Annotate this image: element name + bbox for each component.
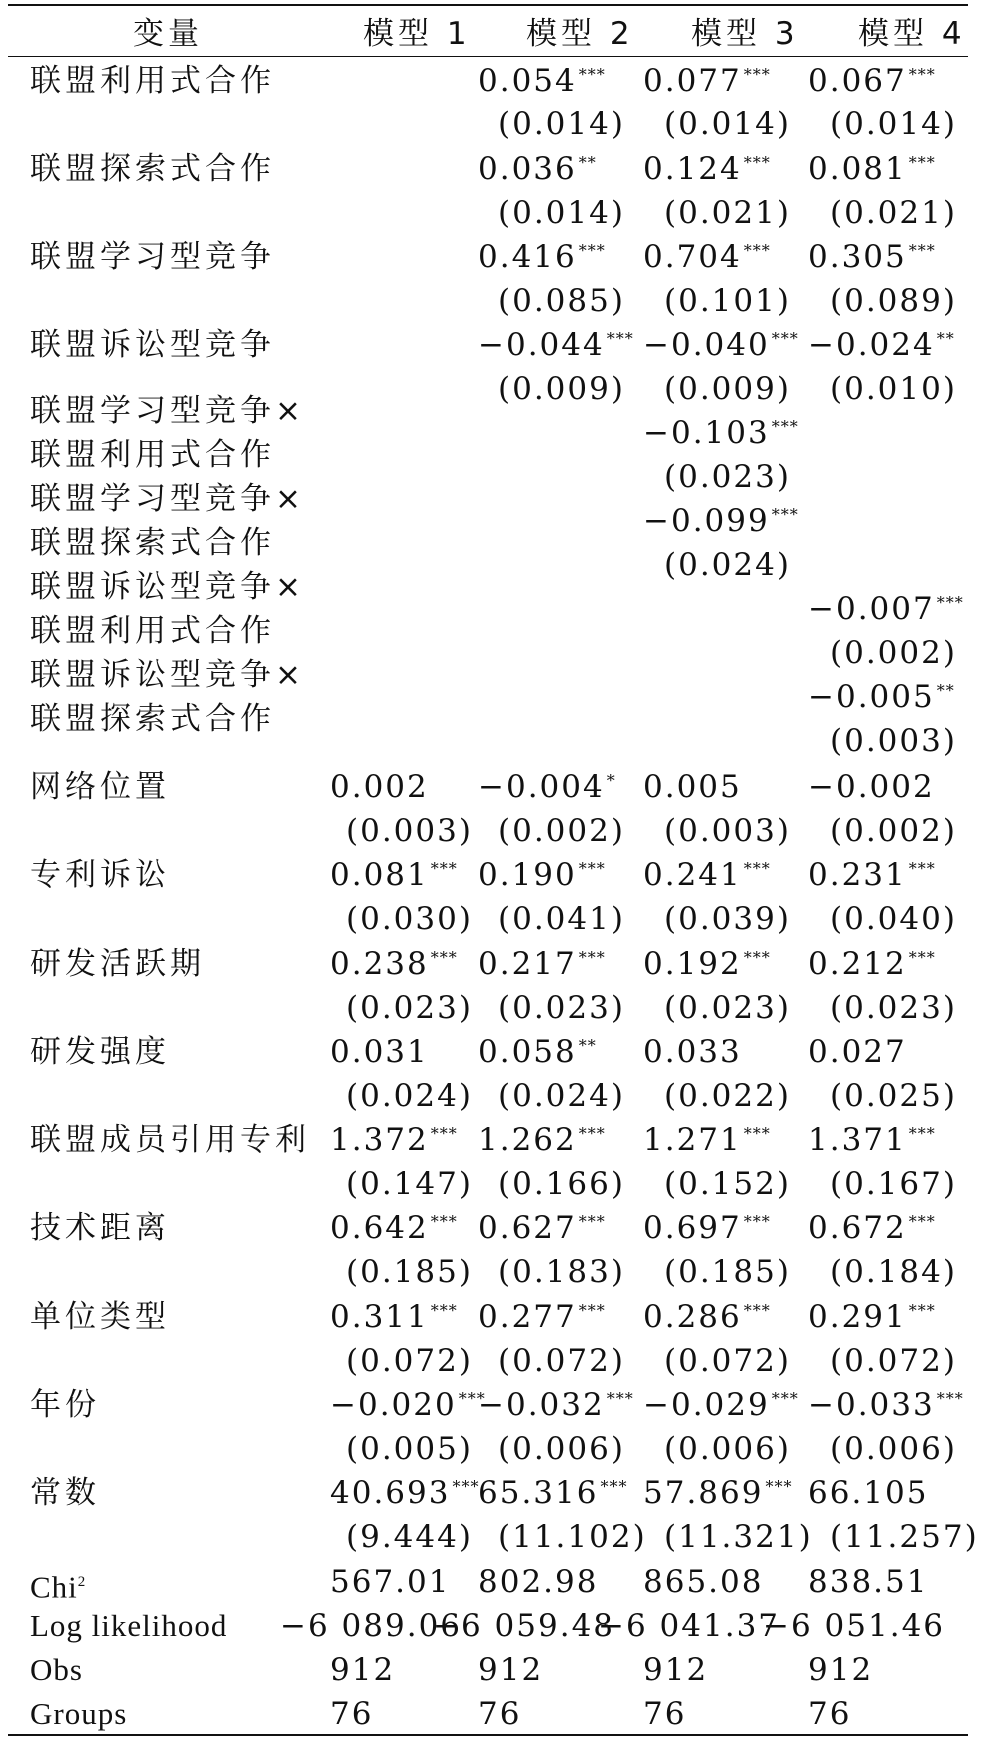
coef-value: 0.190 <box>478 857 577 893</box>
stat-value: 912 <box>643 1652 709 1688</box>
stat-label <box>30 1697 127 1731</box>
coef-cell <box>808 328 955 362</box>
coef-cell <box>808 1388 964 1422</box>
std-error: (0.003) <box>664 813 791 849</box>
significance-stars: *** <box>908 152 936 172</box>
coef-cell <box>643 152 771 186</box>
stat-value: −6 059.48 <box>433 1608 616 1644</box>
significance-stars: *** <box>771 328 799 348</box>
stat-label-superscript: 2 <box>77 1574 87 1590</box>
std-error: (0.185) <box>346 1254 473 1290</box>
std-error: (0.002) <box>498 813 625 849</box>
coef-value: 0.027 <box>808 1034 907 1070</box>
significance-stars: *** <box>908 1123 936 1143</box>
coef-value: 1.372 <box>330 1122 429 1158</box>
std-error: (0.021) <box>664 195 791 231</box>
stat-value: 76 <box>478 1696 522 1732</box>
significance-stars: *** <box>743 64 771 84</box>
row-label: 联盟诉讼型竞争× <box>30 569 305 605</box>
coef-value: 1.271 <box>643 1122 742 1158</box>
coef-cell <box>478 1211 606 1245</box>
significance-stars: *** <box>743 1300 771 1320</box>
coef-value: 0.212 <box>808 946 907 982</box>
stat-label <box>30 1565 86 1604</box>
stat-value: 76 <box>643 1696 687 1732</box>
coef-value: 0.291 <box>808 1299 907 1335</box>
coef-cell <box>808 858 936 892</box>
stat-value: −6 041.37 <box>598 1608 781 1644</box>
std-error: (0.003) <box>346 813 473 849</box>
std-error: (0.025) <box>830 1078 957 1114</box>
coef-cell <box>643 947 771 981</box>
coef-value: 0.081 <box>330 857 429 893</box>
std-error: (0.166) <box>498 1166 625 1202</box>
coef-value: −0.024 <box>808 327 935 363</box>
coef-cell <box>643 240 771 274</box>
coef-cell <box>808 152 936 186</box>
std-error: (0.014) <box>664 106 791 142</box>
row-label: 联盟诉讼型竞争 <box>30 327 275 363</box>
significance-stars: *** <box>771 504 799 524</box>
significance-stars: *** <box>743 152 771 172</box>
coef-cell <box>808 64 936 98</box>
coef-value: −0.029 <box>643 1387 770 1423</box>
significance-stars: ** <box>578 152 597 172</box>
coef-value: 0.124 <box>643 151 742 187</box>
coef-cell <box>808 592 964 626</box>
coef-cell <box>808 1211 936 1245</box>
coef-cell <box>478 1476 627 1510</box>
coef-cell <box>330 1211 458 1245</box>
std-error: (0.014) <box>498 195 625 231</box>
coef-cell <box>808 680 955 714</box>
stat-value: −6 051.46 <box>763 1608 946 1644</box>
row-label: 联盟探索式合作 <box>30 525 275 561</box>
std-error: (11.321) <box>664 1519 813 1555</box>
coef-cell <box>330 858 458 892</box>
std-error: (0.021) <box>830 195 957 231</box>
coef-value: −0.033 <box>808 1387 935 1423</box>
std-error: (0.024) <box>498 1078 625 1114</box>
coef-value: 0.005 <box>643 769 742 805</box>
significance-stars: *** <box>430 947 458 967</box>
coef-cell <box>643 1388 799 1422</box>
significance-stars: *** <box>743 858 771 878</box>
coef-cell <box>330 1035 429 1069</box>
row-label: 联盟学习型竞争× <box>30 393 305 429</box>
std-error: (0.023) <box>830 990 957 1026</box>
coef-cell <box>808 1123 936 1157</box>
top-rule <box>8 4 968 6</box>
row-label: 年份 <box>30 1387 100 1423</box>
std-error: (0.024) <box>346 1078 473 1114</box>
coef-value: −0.002 <box>808 769 935 805</box>
significance-stars: *** <box>765 1476 793 1496</box>
std-error: (0.010) <box>830 371 957 407</box>
std-error: (0.030) <box>346 901 473 937</box>
significance-stars: *** <box>578 240 606 260</box>
coef-value: 0.311 <box>330 1299 429 1335</box>
coef-cell <box>808 1300 936 1334</box>
coef-value: 66.105 <box>808 1475 929 1511</box>
coef-cell <box>808 947 936 981</box>
coef-value: −0.040 <box>643 327 770 363</box>
header-model-4: 模型 4 <box>858 16 966 52</box>
row-label: 联盟探索式合作 <box>30 701 275 737</box>
significance-stars: *** <box>430 1123 458 1143</box>
std-error: (0.006) <box>664 1431 791 1467</box>
significance-stars: *** <box>452 1476 480 1496</box>
coef-cell <box>478 240 606 274</box>
row-label: 技术距离 <box>30 1210 170 1246</box>
coef-value: −0.005 <box>808 679 935 715</box>
significance-stars: *** <box>430 1211 458 1231</box>
coef-value: −0.007 <box>808 591 935 627</box>
std-error: (0.085) <box>498 283 625 319</box>
std-error: (0.041) <box>498 901 625 937</box>
std-error: (0.014) <box>830 106 957 142</box>
coef-value: 0.704 <box>643 239 742 275</box>
std-error: (0.022) <box>664 1078 791 1114</box>
coef-cell <box>330 1123 458 1157</box>
coef-cell <box>330 947 458 981</box>
coef-cell <box>643 328 799 362</box>
row-label: 单位类型 <box>30 1299 170 1335</box>
std-error: (0.147) <box>346 1166 473 1202</box>
coef-value: −0.032 <box>478 1387 605 1423</box>
stat-value: 838.51 <box>808 1564 929 1600</box>
row-label: 网络位置 <box>30 769 170 805</box>
coef-value: 0.286 <box>643 1299 742 1335</box>
significance-stars: *** <box>578 64 606 84</box>
coef-value: 40.693 <box>330 1475 451 1511</box>
significance-stars: *** <box>908 240 936 260</box>
std-error: (0.005) <box>346 1431 473 1467</box>
stat-value: 912 <box>808 1652 874 1688</box>
significance-stars: *** <box>908 1300 936 1320</box>
stat-label <box>30 1653 83 1687</box>
std-error: (0.183) <box>498 1254 625 1290</box>
std-error: (0.040) <box>830 901 957 937</box>
stat-value: 912 <box>330 1652 396 1688</box>
std-error: (0.014) <box>498 106 625 142</box>
significance-stars: *** <box>936 592 964 612</box>
coef-value: 0.077 <box>643 63 742 99</box>
coef-cell <box>643 1476 792 1510</box>
coef-cell <box>643 770 742 804</box>
coef-cell <box>478 328 634 362</box>
std-error: (0.009) <box>664 371 791 407</box>
coef-value: 0.241 <box>643 857 742 893</box>
row-label: 联盟学习型竞争× <box>30 481 305 517</box>
std-error: (0.185) <box>664 1254 791 1290</box>
coef-cell <box>478 1388 634 1422</box>
significance-stars: *** <box>578 1211 606 1231</box>
coef-value: 0.058 <box>478 1034 577 1070</box>
significance-stars: *** <box>578 1123 606 1143</box>
significance-stars: *** <box>606 328 634 348</box>
significance-stars: *** <box>578 1300 606 1320</box>
coef-value: 0.036 <box>478 151 577 187</box>
significance-stars: *** <box>908 858 936 878</box>
row-label: 联盟利用式合作 <box>30 437 275 473</box>
significance-stars: *** <box>743 1123 771 1143</box>
significance-stars: *** <box>430 858 458 878</box>
coef-cell <box>643 64 771 98</box>
coef-cell <box>643 1123 771 1157</box>
std-error: (0.039) <box>664 901 791 937</box>
std-error: (0.072) <box>664 1343 791 1379</box>
std-error: (0.009) <box>498 371 625 407</box>
stat-value: 865.08 <box>643 1564 764 1600</box>
coef-value: 1.262 <box>478 1122 577 1158</box>
significance-stars: *** <box>908 947 936 967</box>
std-error: (0.023) <box>664 459 791 495</box>
std-error: (9.444) <box>346 1519 473 1555</box>
header-model-2: 模型 2 <box>526 16 634 52</box>
coef-value: 0.238 <box>330 946 429 982</box>
coef-cell <box>478 947 606 981</box>
stat-label <box>30 1609 227 1643</box>
coef-cell <box>643 416 799 450</box>
std-error: (0.023) <box>346 990 473 1026</box>
row-label: 联盟探索式合作 <box>30 151 275 187</box>
coef-cell <box>808 1035 907 1069</box>
row-label: 联盟利用式合作 <box>30 63 275 99</box>
coef-value: −0.099 <box>643 503 770 539</box>
coef-value: 0.697 <box>643 1210 742 1246</box>
significance-stars: *** <box>606 1388 634 1408</box>
coef-value: 0.217 <box>478 946 577 982</box>
coef-value: −0.020 <box>330 1387 457 1423</box>
coef-value: 0.033 <box>643 1034 742 1070</box>
std-error: (0.003) <box>830 723 957 759</box>
coef-cell <box>330 1300 458 1334</box>
row-label: 联盟成员引用专利 <box>30 1122 310 1158</box>
coef-cell <box>478 1123 606 1157</box>
std-error: (0.002) <box>830 813 957 849</box>
stat-value: −6 089.06 <box>280 1608 463 1644</box>
coef-cell <box>478 858 606 892</box>
significance-stars: *** <box>743 1211 771 1231</box>
std-error: (0.184) <box>830 1254 957 1290</box>
significance-stars: ** <box>578 1035 597 1055</box>
bottom-rule <box>8 1734 968 1736</box>
coef-cell <box>643 1035 742 1069</box>
header-model-1: 模型 1 <box>363 16 471 52</box>
std-error: (11.257) <box>830 1519 979 1555</box>
significance-stars: *** <box>743 240 771 260</box>
coef-value: 0.672 <box>808 1210 907 1246</box>
std-error: (0.152) <box>664 1166 791 1202</box>
significance-stars: * <box>606 770 616 790</box>
std-error: (0.089) <box>830 283 957 319</box>
coef-cell <box>478 64 606 98</box>
std-error: (0.002) <box>830 635 957 671</box>
stat-label-text: Chi <box>30 1569 78 1605</box>
header-variable: 变量 <box>133 16 203 52</box>
stat-value: 76 <box>808 1696 852 1732</box>
stat-value: 76 <box>330 1696 374 1732</box>
coef-value: 0.277 <box>478 1299 577 1335</box>
row-label: 常数 <box>30 1475 100 1511</box>
significance-stars: *** <box>743 947 771 967</box>
significance-stars: *** <box>936 1388 964 1408</box>
significance-stars: ** <box>936 680 955 700</box>
std-error: (0.023) <box>498 990 625 1026</box>
coef-cell <box>643 1211 771 1245</box>
coef-value: 0.416 <box>478 239 577 275</box>
coef-cell <box>478 152 597 186</box>
std-error: (0.072) <box>830 1343 957 1379</box>
stat-label-text: Groups <box>30 1696 128 1731</box>
coef-value: 0.002 <box>330 769 429 805</box>
significance-stars: *** <box>578 858 606 878</box>
std-error: (0.023) <box>664 990 791 1026</box>
row-label: 联盟学习型竞争 <box>30 239 275 275</box>
std-error: (0.006) <box>498 1431 625 1467</box>
stat-label-text: Log likelihood <box>30 1608 228 1643</box>
row-label: 联盟利用式合作 <box>30 613 275 649</box>
coef-cell <box>330 770 429 804</box>
coef-cell <box>478 770 616 804</box>
coef-value: 1.371 <box>808 1122 907 1158</box>
coef-value: 57.869 <box>643 1475 764 1511</box>
std-error: (0.101) <box>664 283 791 319</box>
stat-value: 912 <box>478 1652 544 1688</box>
coef-value: 0.627 <box>478 1210 577 1246</box>
significance-stars: *** <box>578 947 606 967</box>
row-label: 研发强度 <box>30 1034 170 1070</box>
coef-value: 0.054 <box>478 63 577 99</box>
coef-value: 0.067 <box>808 63 907 99</box>
coef-cell <box>643 858 771 892</box>
coef-value: 0.031 <box>330 1034 429 1070</box>
regression-table <box>8 0 979 1744</box>
coef-value: 0.231 <box>808 857 907 893</box>
row-label: 联盟诉讼型竞争× <box>30 657 305 693</box>
coef-cell <box>808 770 935 804</box>
stat-value: 567.01 <box>330 1564 451 1600</box>
significance-stars: *** <box>600 1476 628 1496</box>
coef-cell <box>330 1388 486 1422</box>
coef-cell <box>808 240 936 274</box>
coef-cell <box>478 1035 597 1069</box>
stat-label-text: Obs <box>30 1652 83 1687</box>
row-label: 研发活跃期 <box>30 946 205 982</box>
std-error: (0.006) <box>830 1431 957 1467</box>
significance-stars: ** <box>936 328 955 348</box>
coef-cell <box>478 1300 606 1334</box>
significance-stars: *** <box>908 64 936 84</box>
coef-value: 0.642 <box>330 1210 429 1246</box>
coef-cell <box>330 1476 479 1510</box>
std-error: (0.167) <box>830 1166 957 1202</box>
coef-cell <box>808 1476 928 1510</box>
coef-value: 0.081 <box>808 151 907 187</box>
significance-stars: *** <box>771 1388 799 1408</box>
std-error: (0.072) <box>346 1343 473 1379</box>
header-model-3: 模型 3 <box>691 16 799 52</box>
coef-value: −0.004 <box>478 769 605 805</box>
significance-stars: *** <box>908 1211 936 1231</box>
coef-value: −0.044 <box>478 327 605 363</box>
std-error: (0.024) <box>664 547 791 583</box>
stat-value: 802.98 <box>478 1564 599 1600</box>
coef-value: 0.192 <box>643 946 742 982</box>
significance-stars: *** <box>430 1300 458 1320</box>
std-error: (11.102) <box>498 1519 647 1555</box>
coef-cell <box>643 1300 771 1334</box>
std-error: (0.072) <box>498 1343 625 1379</box>
coef-value: 0.305 <box>808 239 907 275</box>
row-label: 专利诉讼 <box>30 857 170 893</box>
coef-value: −0.103 <box>643 415 770 451</box>
coef-cell <box>643 504 799 538</box>
coef-value: 65.316 <box>478 1475 599 1511</box>
header-rule <box>8 56 968 57</box>
significance-stars: *** <box>458 1388 486 1408</box>
significance-stars: *** <box>771 416 799 436</box>
